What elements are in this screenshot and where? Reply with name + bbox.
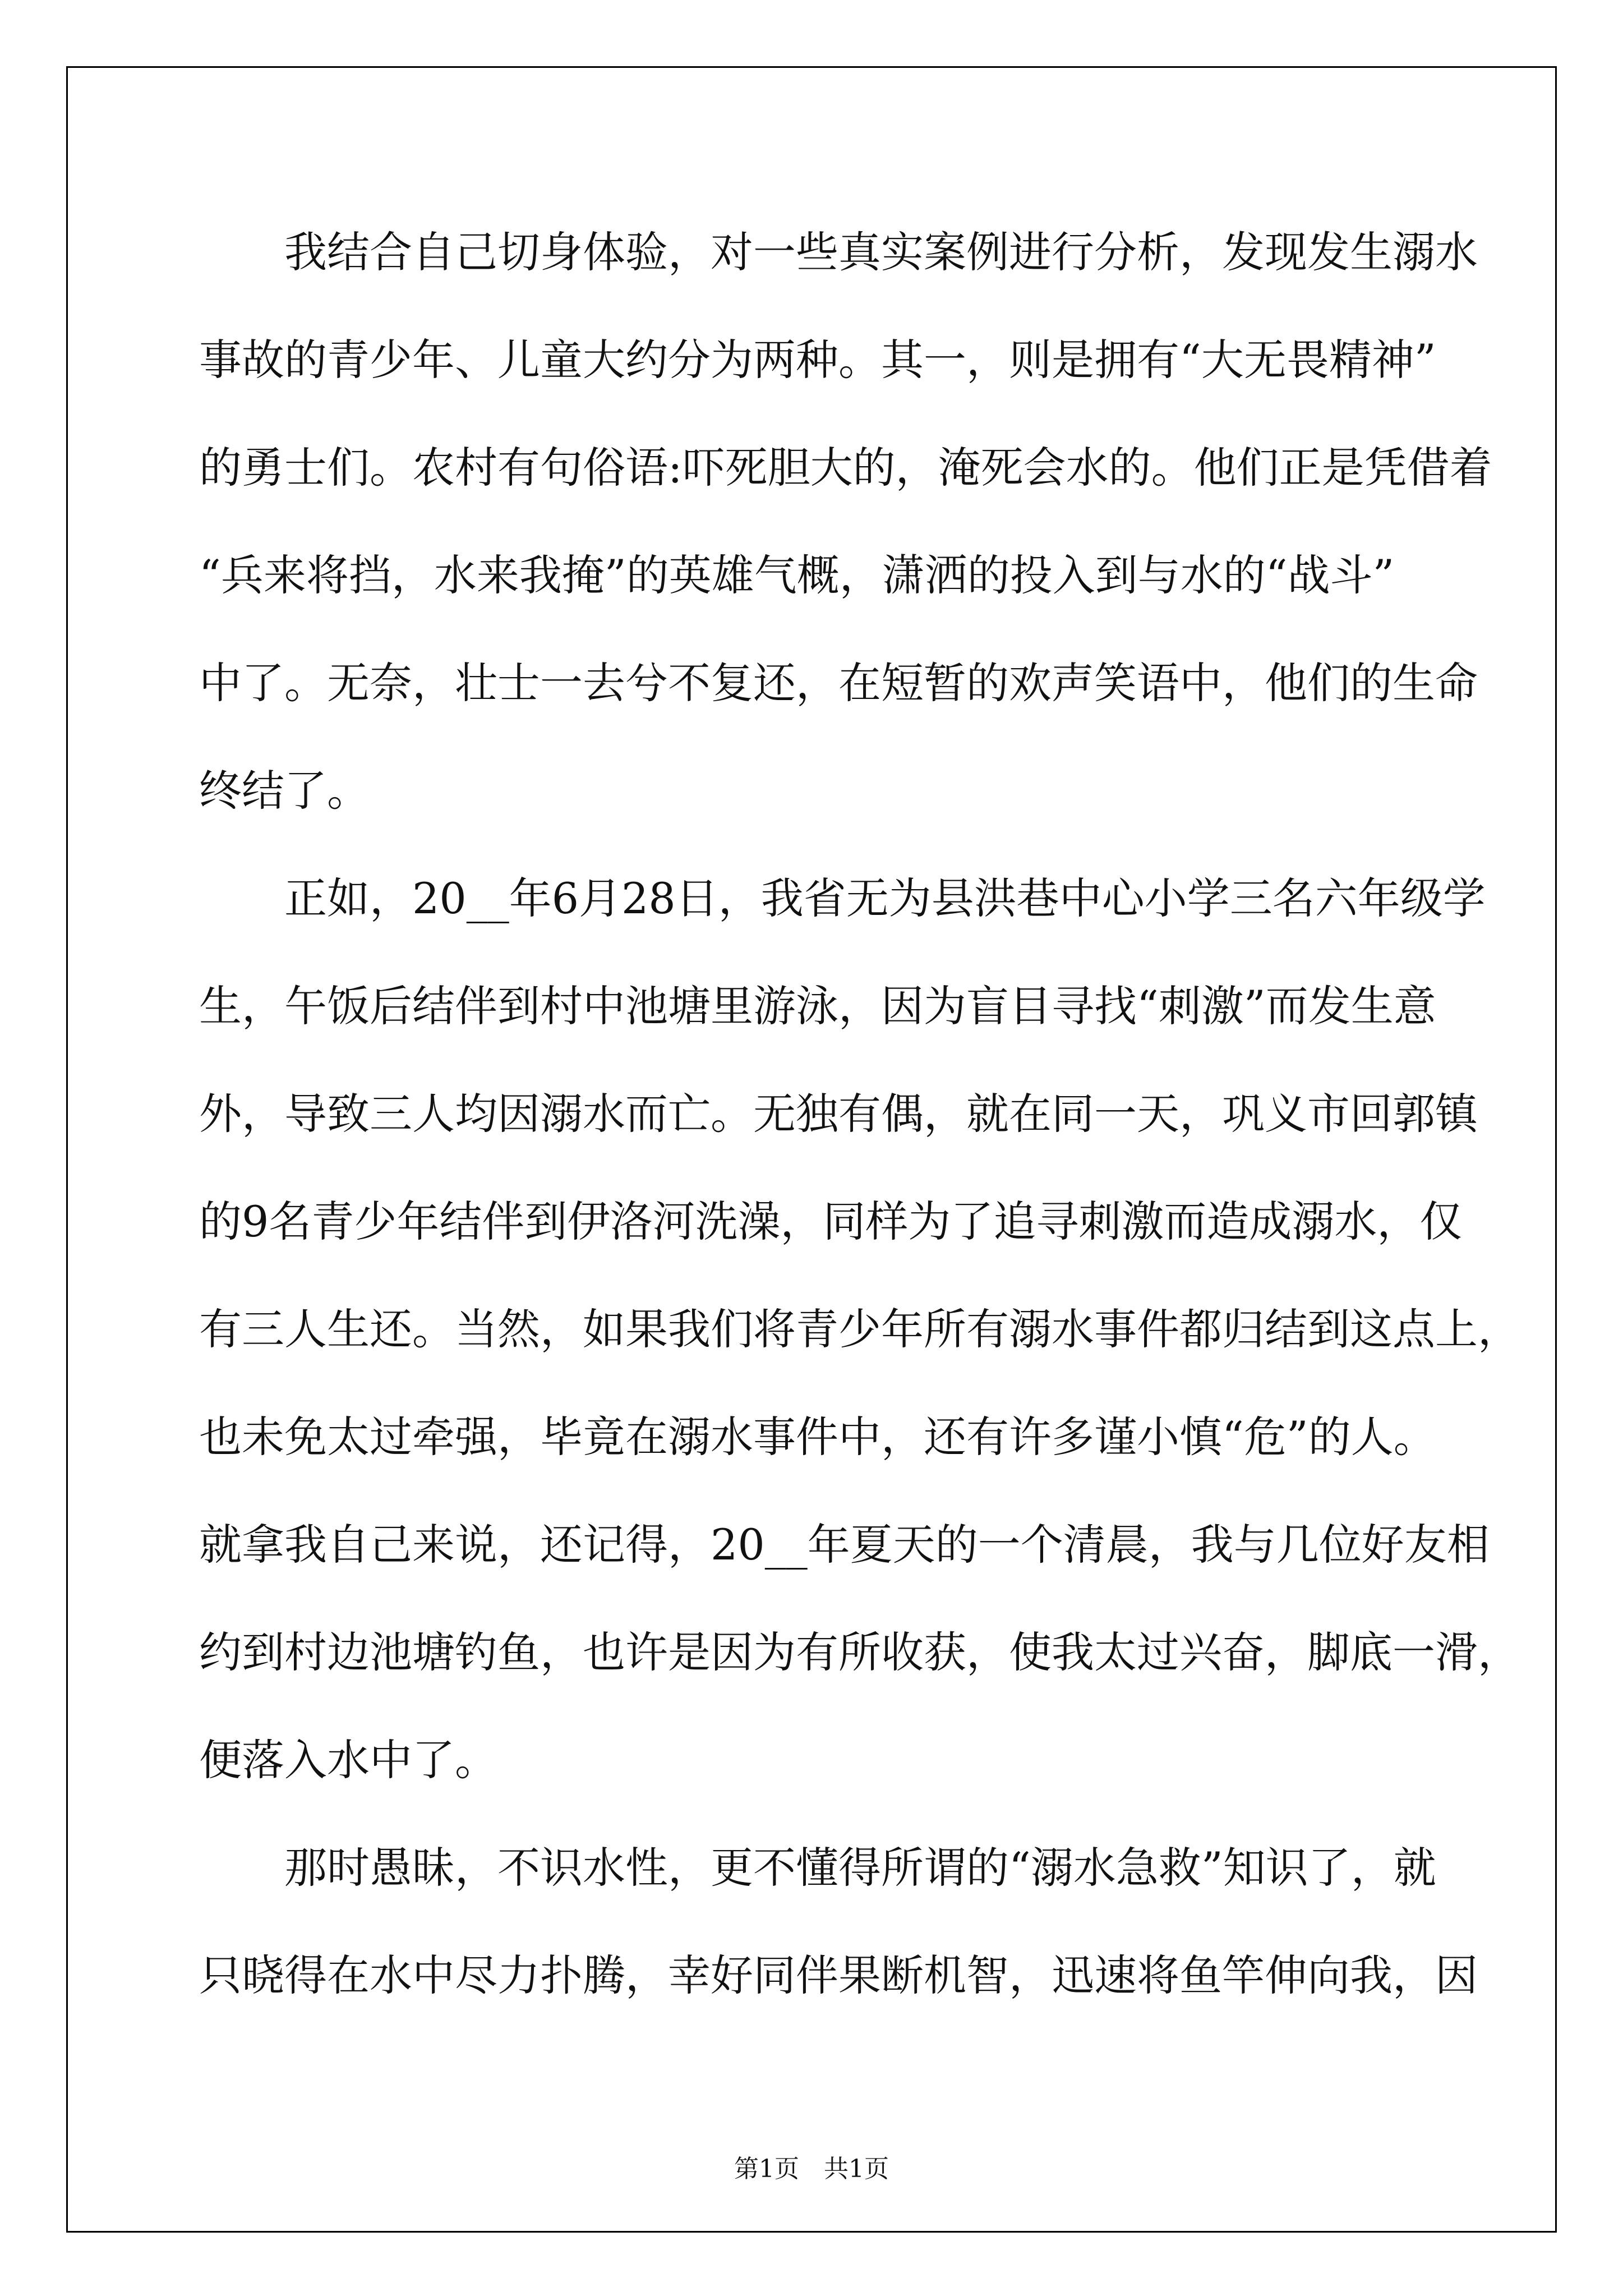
text-line: 事故的青少年、儿童大约分为两种。其一，则是拥有“大无畏精神” (199, 335, 1436, 385)
text-line: 也未免太过牵强，毕竟在溺水事件中，还有许多谨小慎“危”的人。 (199, 1412, 1436, 1462)
text-line: 我结合自己切身体验，对一些真实案例进行分析，发现发生溺水 (284, 227, 1478, 277)
text-line: 终结了。 (199, 766, 370, 816)
text-line: 的勇士们。农村有句俗语:吓死胆大的，淹死会水的。他们正是凭借着 (199, 443, 1492, 493)
text-line: 中了。无奈，壮士一去兮不复还，在短暂的欢声笑语中，他们的生命 (199, 658, 1478, 708)
text-line: 正如，20__年6月28日，我省无为县洪巷中心小学三名六年级学 (284, 873, 1486, 923)
page-number-label: 第1页 共1页 (734, 2155, 889, 2183)
page-footer (0, 2148, 1623, 2184)
text-line: 只晓得在水中尽力扑腾，幸好同伴果断机智，迅速将鱼竿伸向我，因 (199, 1950, 1478, 2000)
text-line: 生，午饭后结伴到村中池塘里游泳，因为盲目寻找“刺激”而发生意 (199, 981, 1436, 1031)
text-line: 有三人生还。当然，如果我们将青少年所有溺水事件都归结到这点上， (199, 1304, 1520, 1354)
text-line: 那时愚昧，不识水性，更不懂得所谓的“溺水急救”知识了，就 (284, 1843, 1436, 1893)
text-line: 就拿我自己来说，还记得，20__年夏天的一个清晨，我与几位好友相 (199, 1520, 1490, 1570)
text-line: “兵来将挡，水来我掩”的英雄气概，潇洒的投入到与水的“战斗” (199, 550, 1395, 600)
text-line: 约到村边池塘钓鱼，也许是因为有所收获，使我太过兴奋，脚底一滑， (199, 1627, 1520, 1677)
text-line: 外，导致三人均因溺水而亡。无独有偶，就在同一天，巩义市回郭镇 (199, 1089, 1478, 1139)
document-body (199, 219, 1520, 2050)
text-line: 的9名青少年结伴到伊洛河洗澡，同样为了追寻刺激而造成溺水，仅 (199, 1197, 1463, 1246)
text-line: 便落入水中了。 (199, 1735, 497, 1785)
